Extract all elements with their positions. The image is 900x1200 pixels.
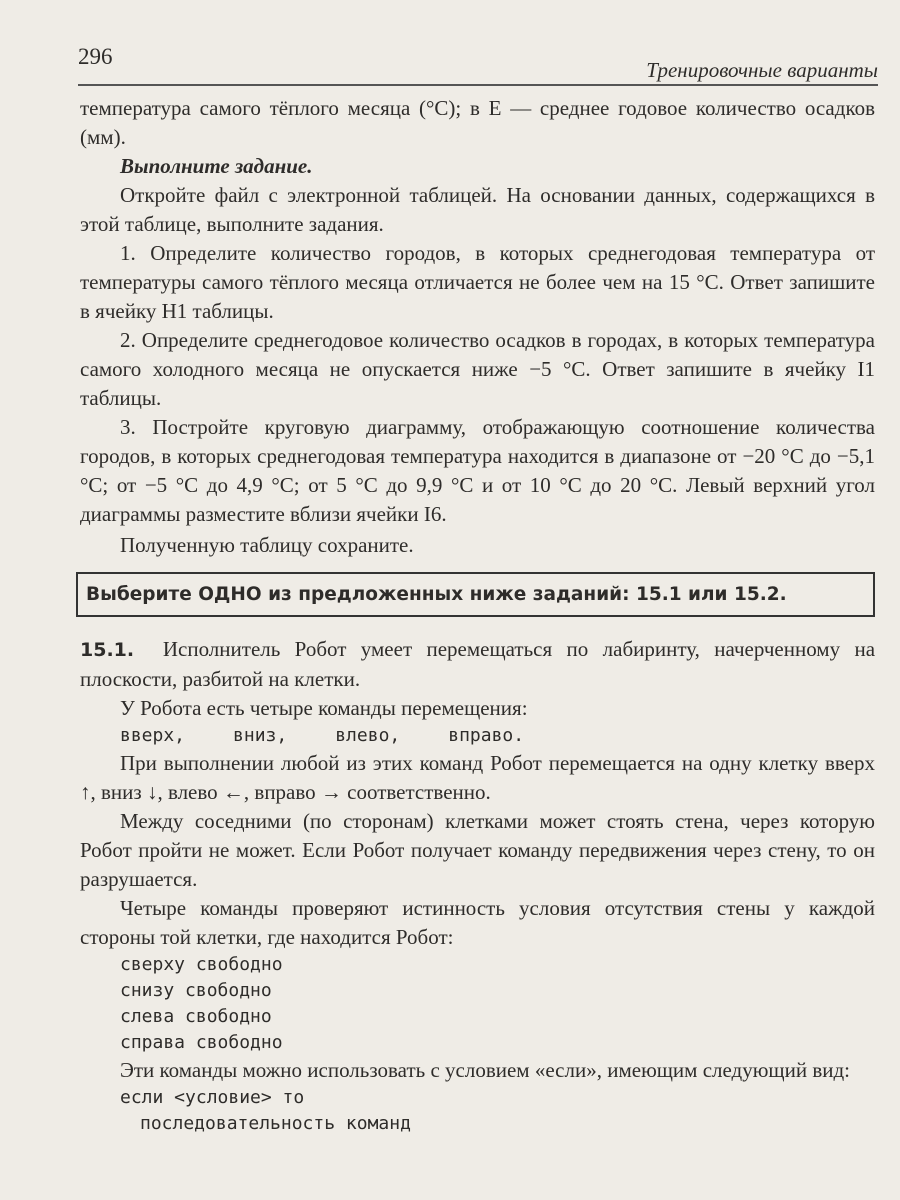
section-title: Тренировочные варианты (646, 58, 878, 82)
task-heading: Выполните задание. (120, 154, 313, 178)
task-text: Исполнитель Робот умеет перемещаться по лабиринту, начерченному на плоскости, разбитой на клетки. (80, 637, 876, 691)
if-line: если <условие> то (120, 1087, 305, 1108)
choice-box: Выберите ОДНО из предложенных ниже заданий: 15.1 или 15.2. (76, 572, 875, 617)
condition: слева свободно (120, 1006, 272, 1027)
command: вниз, (233, 725, 288, 746)
page-number: 296 (78, 44, 113, 69)
condition: сверху свободно (120, 954, 283, 975)
paragraph: Четыре команды проверяют истинность условия отсутствия стены у каждой стороны той клетки, где находится Робот: (80, 896, 875, 949)
subtask-3: 3. Постройте круговую диаграмму, отображающую соотношение количества городов, в которых среднегодовая температура находится в диапазоне от −20 °C до −5,1 °C; от −5 °C до 4,9 °C; от 5 °C до 9,9 °C и от 10 °C до 20 °C. Левый верхний угол диаграммы разместите вблизи ячейки I6. (80, 415, 875, 526)
command: вправо. (448, 725, 525, 746)
command-list (80, 723, 875, 749)
save-instruction: Полученную таблицу сохраните. (120, 533, 414, 557)
paragraph: При выполнении любой из этих команд Робот перемещается на одну клетку вверх ↑, вниз ↓, влево ←, вправо → соответственно. (80, 751, 875, 804)
subtask-2: 2. Определите среднегодовое количество осадков в городах, в которых температура самого холодного месяца не опускается ниже −5 °C. Ответ запишите в ячейку I1 таблицы. (80, 328, 875, 410)
commands-intro: У Робота есть четыре команды перемещения: (120, 696, 528, 720)
command: влево, (335, 725, 401, 746)
task-15-1-intro (80, 635, 875, 694)
subtask-1: 1. Определите количество городов, в которых среднегодовая температура от температуры самого тёплого месяца отличается не более чем на 15 °C. Ответ запишите в ячейку H1 таблицы. (80, 241, 875, 323)
task-number: 15.1. (80, 639, 135, 661)
condition: снизу свободно (120, 980, 272, 1001)
condition: справа свободно (120, 1032, 283, 1053)
paragraph: Между соседними (по сторонам) клетками может стоять стена, через которую Робот пройти не может. Если Робот получает команду передвижения через стену, то он разрушается. (80, 809, 875, 891)
page-header (78, 40, 878, 86)
paragraph: Эти команды можно использовать с условием «если», имеющим следующий вид: (120, 1058, 850, 1082)
page-body (80, 94, 875, 1137)
intro-text: температура самого тёплого месяца (°C); в E — среднее годовое количество осадков (мм). (80, 96, 875, 149)
command: вверх, (120, 725, 186, 746)
then-line: последовательность команд (140, 1113, 411, 1134)
paragraph: Откройте файл с электронной таблицей. На основании данных, содержащихся в этой таблице, выполните задания. (80, 183, 875, 236)
